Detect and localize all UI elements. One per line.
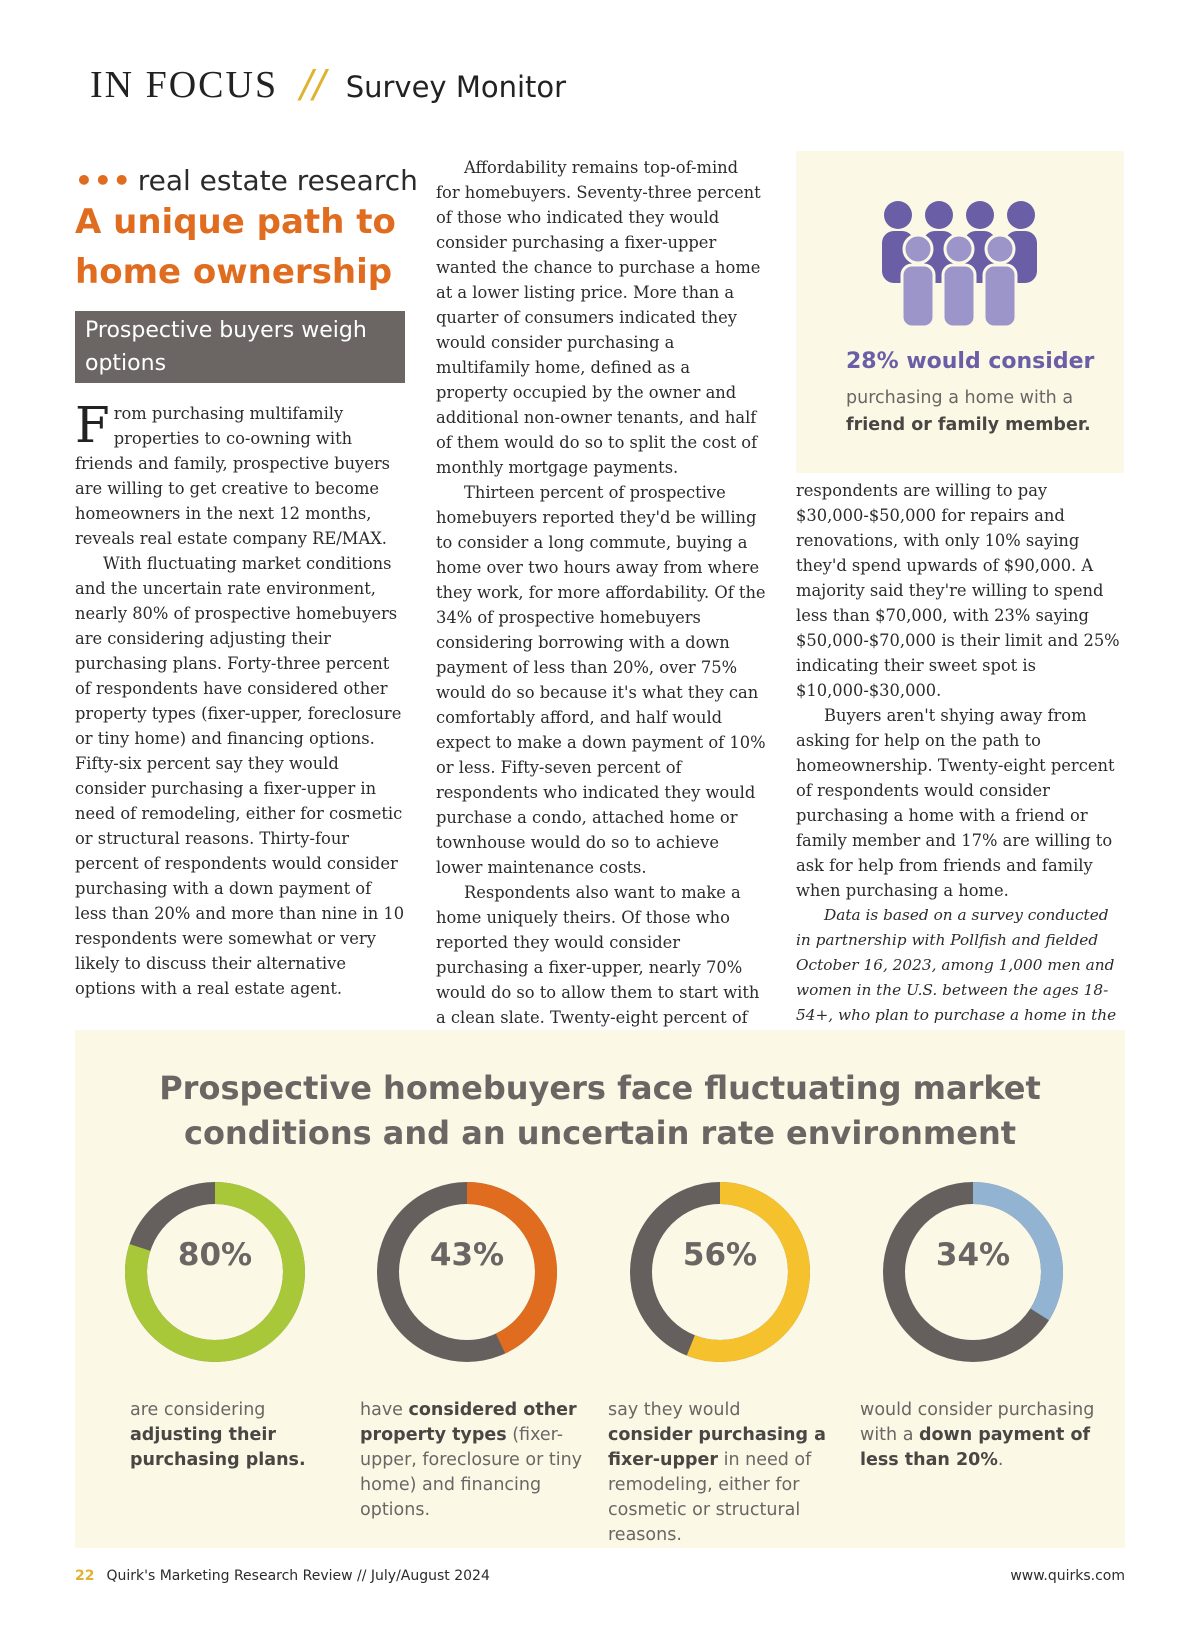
infographic-panel — [75, 1030, 1125, 1548]
callout-text-bold: friend or family member. — [846, 415, 1091, 435]
donut-label-3: 56% — [682, 1237, 758, 1273]
caption-3-bold: consider purchasing a fixer-upper — [608, 1425, 826, 1470]
page-number: 22 — [75, 1568, 95, 1584]
caption-3-text: say they would — [608, 1400, 741, 1420]
caption-2-bold: considered other property types — [360, 1400, 577, 1445]
callout-text-plain: purchasing a home with a — [846, 388, 1074, 408]
infographic-title — [75, 1066, 1125, 1156]
caption-4-bold: down payment of less than 20% — [860, 1425, 1091, 1470]
caption-1-bold: adjusting their purchasing plans. — [130, 1425, 306, 1470]
caption-4-text-end: . — [997, 1450, 1004, 1470]
donut-label-4: 34% — [935, 1237, 1011, 1273]
infographic-title-line-2: conditions and an uncertain rate environment — [183, 1114, 1017, 1152]
website-url: www.quirks.com — [1010, 1568, 1125, 1584]
callout-stat: 28% would consider — [846, 349, 1095, 374]
paragraph-2: With fluctuating market conditions and the uncertain rate environment, nearly 80% of prospective homebuyers are considering adjusting their purchasing plans. Forty-three percent of respondents have considered other property types (fixer-upper, foreclosure or tiny home) and financing options. Fifty-six percent say they would consider purchasing a fixer-upper in need of remodeling, either for cosmetic or structural reasons. Thirty-four percent of respondents would consider purchasing with a down payment of less than 20% and more than nine in 10 respondents were somewhat or very likely to discuss their alternative options with a real estate agent. — [75, 554, 405, 998]
paragraph-4: Thirteen percent of prospective homebuyers reported they'd be willing to consider a long commute, buying a home over two hours away from where they work, for more affordability. Of the 34% of prospective homebuyers considering borrowing with a down payment of less than 20%, over 75% would do so because it's what they can comfortably afford, and half would expect to make a down payment of 10% or less. Fifty-seven percent of respondents who indicated they would purchase a condo, attached home or townhouse would do so to achieve lower maintenance costs. — [436, 483, 766, 877]
caption-1-text: are considering — [130, 1400, 266, 1420]
caption-2-text: have — [360, 1400, 409, 1420]
paragraph-1-text: rom purchasing multifamily properties to co-owning with friends and family, prospective buyers are willing to get creative to become homeowners in the next 12 months, reveals real estate company RE/MAX. — [75, 404, 391, 548]
kicker-dots: ••• — [75, 164, 132, 197]
section-label: IN FOCUS — [90, 64, 279, 106]
article-column-2 — [436, 155, 766, 1055]
infographic-title-line-1: Prospective homebuyers face fluctuating market — [159, 1069, 1041, 1107]
people-group-icon — [876, 199, 1042, 329]
article-subhead: Prospective buyers weigh options — [75, 311, 405, 383]
stat-callout — [796, 151, 1124, 473]
paragraph-3: Affordability remains top-of-mind for homebuyers. Seventy-three percent of those who indicated they would consider purchasing a fixer-upper wanted the chance to purchase a home at a lower listing price. More than a quarter of consumers indicated they would consider purchasing a multifamily home, defined as a property occupied by the owner and additional non-owner tenants, and half of them would do so to split the cost of monthly mortgage payments. — [436, 158, 761, 477]
donut-label-1: 80% — [177, 1237, 253, 1273]
caption-3-text-end: in need of remodeling, either for cosmetic or structural reasons. — [608, 1450, 812, 1545]
paragraph-5: Respondents also want to make a home uniquely theirs. Of those who reported they would consider purchasing a fixer-upper, nearly 70% would do so to allow them to start with a clean slate. Twenty-eight percent of — [436, 883, 760, 1027]
kicker — [75, 164, 418, 197]
publication-name: Quirk's Marketing Research Review // July/August 2024 — [106, 1568, 490, 1584]
donut-caption-1 — [130, 1398, 330, 1473]
methodology-note: Data is based on a survey conducted in partnership with Pollfish and fielded October 16, 2023, among 1,000 men and women in the U.S. between the ages 18-54+, who plan to purchase a home in the — [796, 906, 1117, 1024]
donut-caption-4 — [860, 1398, 1100, 1473]
article-column-3 — [796, 478, 1126, 1053]
page-header — [90, 62, 566, 112]
headline-line-2: home ownership — [75, 252, 393, 292]
paragraph-1 — [75, 396, 405, 551]
callout-text — [846, 385, 1106, 439]
section-title: Survey Monitor — [345, 70, 567, 104]
caption-2-text-end: (fixer-upper, foreclosure or tiny home) and financing options. — [360, 1425, 583, 1520]
kicker-text: real estate research — [137, 164, 418, 197]
caption-4-text: would consider purchasing with a — [860, 1400, 1095, 1445]
article-headline — [75, 197, 405, 297]
donut-caption-3 — [608, 1398, 830, 1548]
donut-caption-2 — [360, 1398, 585, 1523]
page-footer — [75, 1568, 1125, 1584]
donut-label-2: 43% — [429, 1237, 505, 1273]
headline-line-1: A unique path to — [75, 202, 396, 242]
header-divider: // — [300, 62, 326, 106]
paragraph-6: respondents are willing to pay $30,000-$50,000 for repairs and renovations, with only 10% saying they'd spend upwards of $90,000. A majority said they're willing to spend less than $70,000, with 23% saying $50,000-$70,000 is their limit and 25% indicating their sweet spot is $10,000-$30,000. — [796, 481, 1120, 700]
drop-cap: F — [75, 396, 110, 454]
article-column-1 — [75, 164, 418, 1001]
paragraph-7: Buyers aren't shying away from asking for help on the path to homeownership. Twenty-eight percent of respondents would consider purchasing a home with a friend or family member and 17% are willing to ask for help from friends and family when purchasing a home. — [796, 706, 1115, 900]
